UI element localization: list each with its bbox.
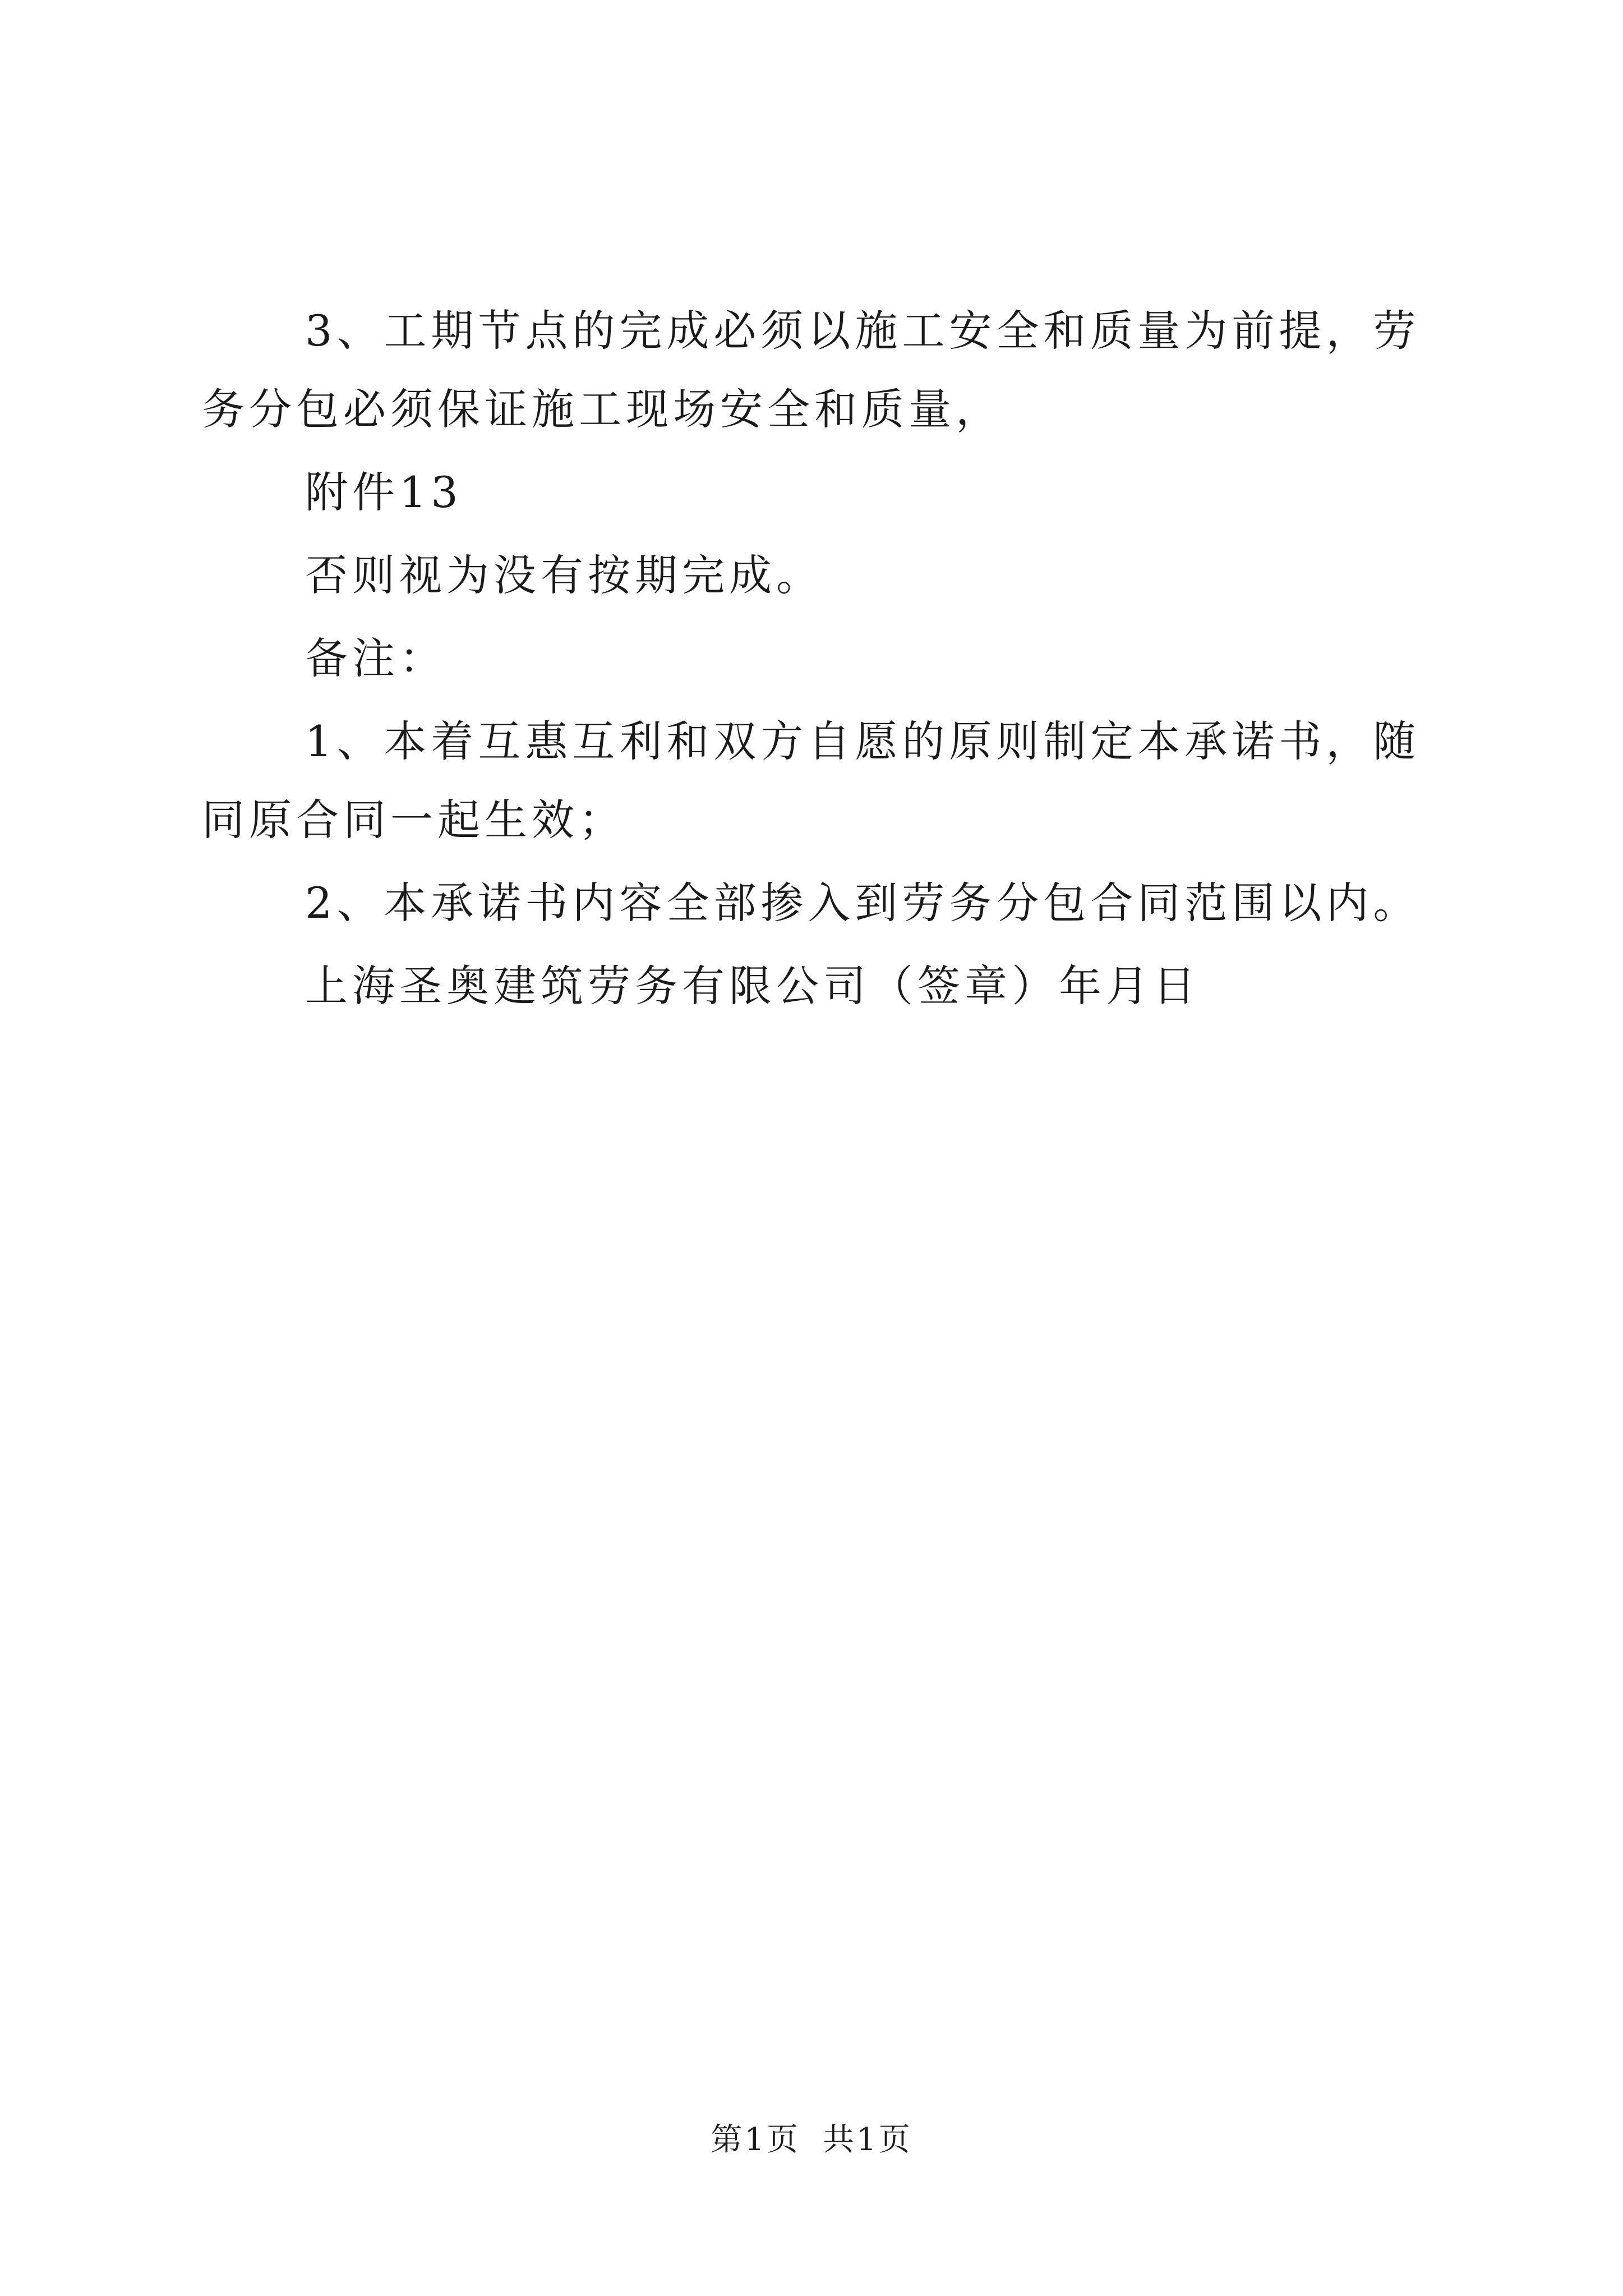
- paragraph-remark-1: 1、本着互惠互利和双方自愿的原则制定本承诺书，随同原合同一起生效；: [202, 716, 1421, 845]
- paragraph-remarks-heading: 备注：: [305, 633, 446, 683]
- paragraph-remark-2: 2、本承诺书内容全部掺入到劳务分包合同范围以内。: [305, 878, 1421, 928]
- paragraph-otherwise: 否则视为没有按期完成。: [305, 550, 823, 600]
- document-body: [202, 292, 1436, 1025]
- paragraph-attachment-label: 附件13: [305, 467, 463, 517]
- page-footer: [0, 2115, 1623, 2160]
- page-number: 第1页: [711, 2122, 800, 2158]
- paragraph-signature: 上海圣奥建筑劳务有限公司（签章）年月日: [305, 961, 1200, 1011]
- page-total: 共1页: [823, 2122, 912, 2158]
- paragraph-clause-3: 3、工期节点的完成必须以施工安全和质量为前提，劳务分包必须保证施工现场安全和质量，: [202, 306, 1421, 434]
